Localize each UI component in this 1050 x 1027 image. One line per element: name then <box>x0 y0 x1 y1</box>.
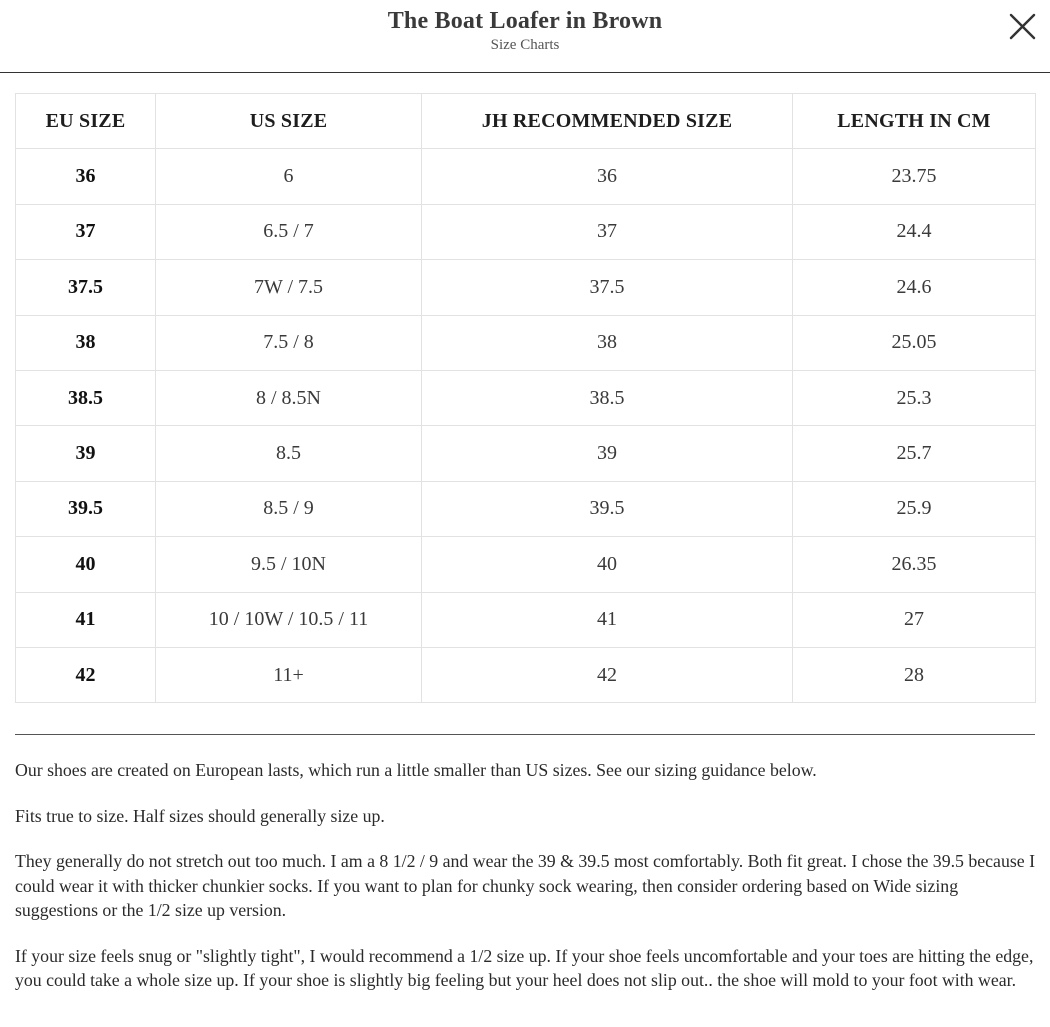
length-cm-cell: 26.35 <box>793 537 1036 592</box>
eu-size-cell: 40 <box>16 537 156 592</box>
jh-recommended-size-cell: 39.5 <box>422 481 793 536</box>
column-header-us-size: US SIZE <box>156 94 422 149</box>
length-cm-cell: 23.75 <box>793 149 1036 204</box>
eu-size-cell: 36 <box>16 149 156 204</box>
us-size-cell: 6.5 / 7 <box>156 204 422 259</box>
table-row <box>16 537 1036 592</box>
modal-title: The Boat Loafer in Brown <box>387 8 663 34</box>
length-cm-cell: 25.9 <box>793 481 1036 536</box>
jh-recommended-size-cell: 38.5 <box>422 370 793 425</box>
us-size-cell: 9.5 / 10N <box>156 537 422 592</box>
column-header-jh-recommended-size: JH RECOMMENDED SIZE <box>422 94 793 149</box>
eu-size-cell: 38.5 <box>16 370 156 425</box>
us-size-cell: 8.5 / 9 <box>156 481 422 536</box>
sizing-note-stretch: They generally do not stretch out too much. I am a 8 1/2 / 9 and wear the 39 & 39.5 most comfortably. Both fit great. I chose the 39.5 because I could wear it with thicker chunkier socks. If you want to plan for chunky sock wearing, then consider ordering based on Wide sizing suggestions or the 1/2 size up version. <box>15 851 1036 920</box>
jh-recommended-size-cell: 40 <box>422 537 793 592</box>
us-size-cell: 6 <box>156 149 422 204</box>
modal-header <box>0 0 1050 73</box>
length-cm-cell: 25.7 <box>793 426 1036 481</box>
us-size-cell: 7.5 / 8 <box>156 315 422 370</box>
table-row <box>16 370 1036 425</box>
jh-recommended-size-cell: 41 <box>422 592 793 647</box>
table-row <box>16 426 1036 481</box>
sizing-note-fit: Fits true to size. Half sizes should generally size up. <box>15 805 385 826</box>
eu-size-cell: 38 <box>16 315 156 370</box>
sizing-notes <box>15 758 1037 1014</box>
modal-subtitle: Size Charts <box>490 37 560 53</box>
close-button[interactable] <box>1005 9 1039 43</box>
us-size-cell: 10 / 10W / 10.5 / 11 <box>156 592 422 647</box>
sizing-note-snug: If your size feels snug or "slightly tight", I would recommend a 1/2 size up. If your shoe feels uncomfortable and your toes are hitting the edge, you could take a whole size up. If your shoe is slightly big feeling but your heel does not slip out.. the shoe will mold to your foot with wear. <box>15 945 1034 990</box>
eu-size-cell: 37.5 <box>16 260 156 315</box>
us-size-cell: 8.5 <box>156 426 422 481</box>
table-row <box>16 204 1036 259</box>
table-row <box>16 315 1036 370</box>
eu-size-cell: 41 <box>16 592 156 647</box>
us-size-cell: 7W / 7.5 <box>156 260 422 315</box>
length-cm-cell: 24.6 <box>793 260 1036 315</box>
eu-size-cell: 39 <box>16 426 156 481</box>
eu-size-cell: 39.5 <box>16 481 156 536</box>
table-row <box>16 260 1036 315</box>
eu-size-cell: 42 <box>16 647 156 702</box>
length-cm-cell: 25.05 <box>793 315 1036 370</box>
jh-recommended-size-cell: 37 <box>422 204 793 259</box>
close-icon <box>1005 9 1039 43</box>
table-row <box>16 647 1036 702</box>
length-cm-cell: 25.3 <box>793 370 1036 425</box>
length-cm-cell: 24.4 <box>793 204 1036 259</box>
jh-recommended-size-cell: 38 <box>422 315 793 370</box>
size-chart-table <box>15 93 1036 703</box>
section-divider <box>15 734 1035 735</box>
table-row <box>16 149 1036 204</box>
table-header-row <box>16 94 1036 149</box>
jh-recommended-size-cell: 42 <box>422 647 793 702</box>
length-cm-cell: 27 <box>793 592 1036 647</box>
jh-recommended-size-cell: 37.5 <box>422 260 793 315</box>
table-row <box>16 592 1036 647</box>
table-row <box>16 481 1036 536</box>
jh-recommended-size-cell: 39 <box>422 426 793 481</box>
us-size-cell: 11+ <box>156 647 422 702</box>
eu-size-cell: 37 <box>16 204 156 259</box>
column-header-length-in-cm: LENGTH IN CM <box>793 94 1036 149</box>
length-cm-cell: 28 <box>793 647 1036 702</box>
jh-recommended-size-cell: 36 <box>422 149 793 204</box>
us-size-cell: 8 / 8.5N <box>156 370 422 425</box>
sizing-note-lasts: Our shoes are created on European lasts, which run a little smaller than US sizes. See our sizing guidance below. <box>15 760 817 780</box>
column-header-eu-size: EU SIZE <box>16 94 156 149</box>
